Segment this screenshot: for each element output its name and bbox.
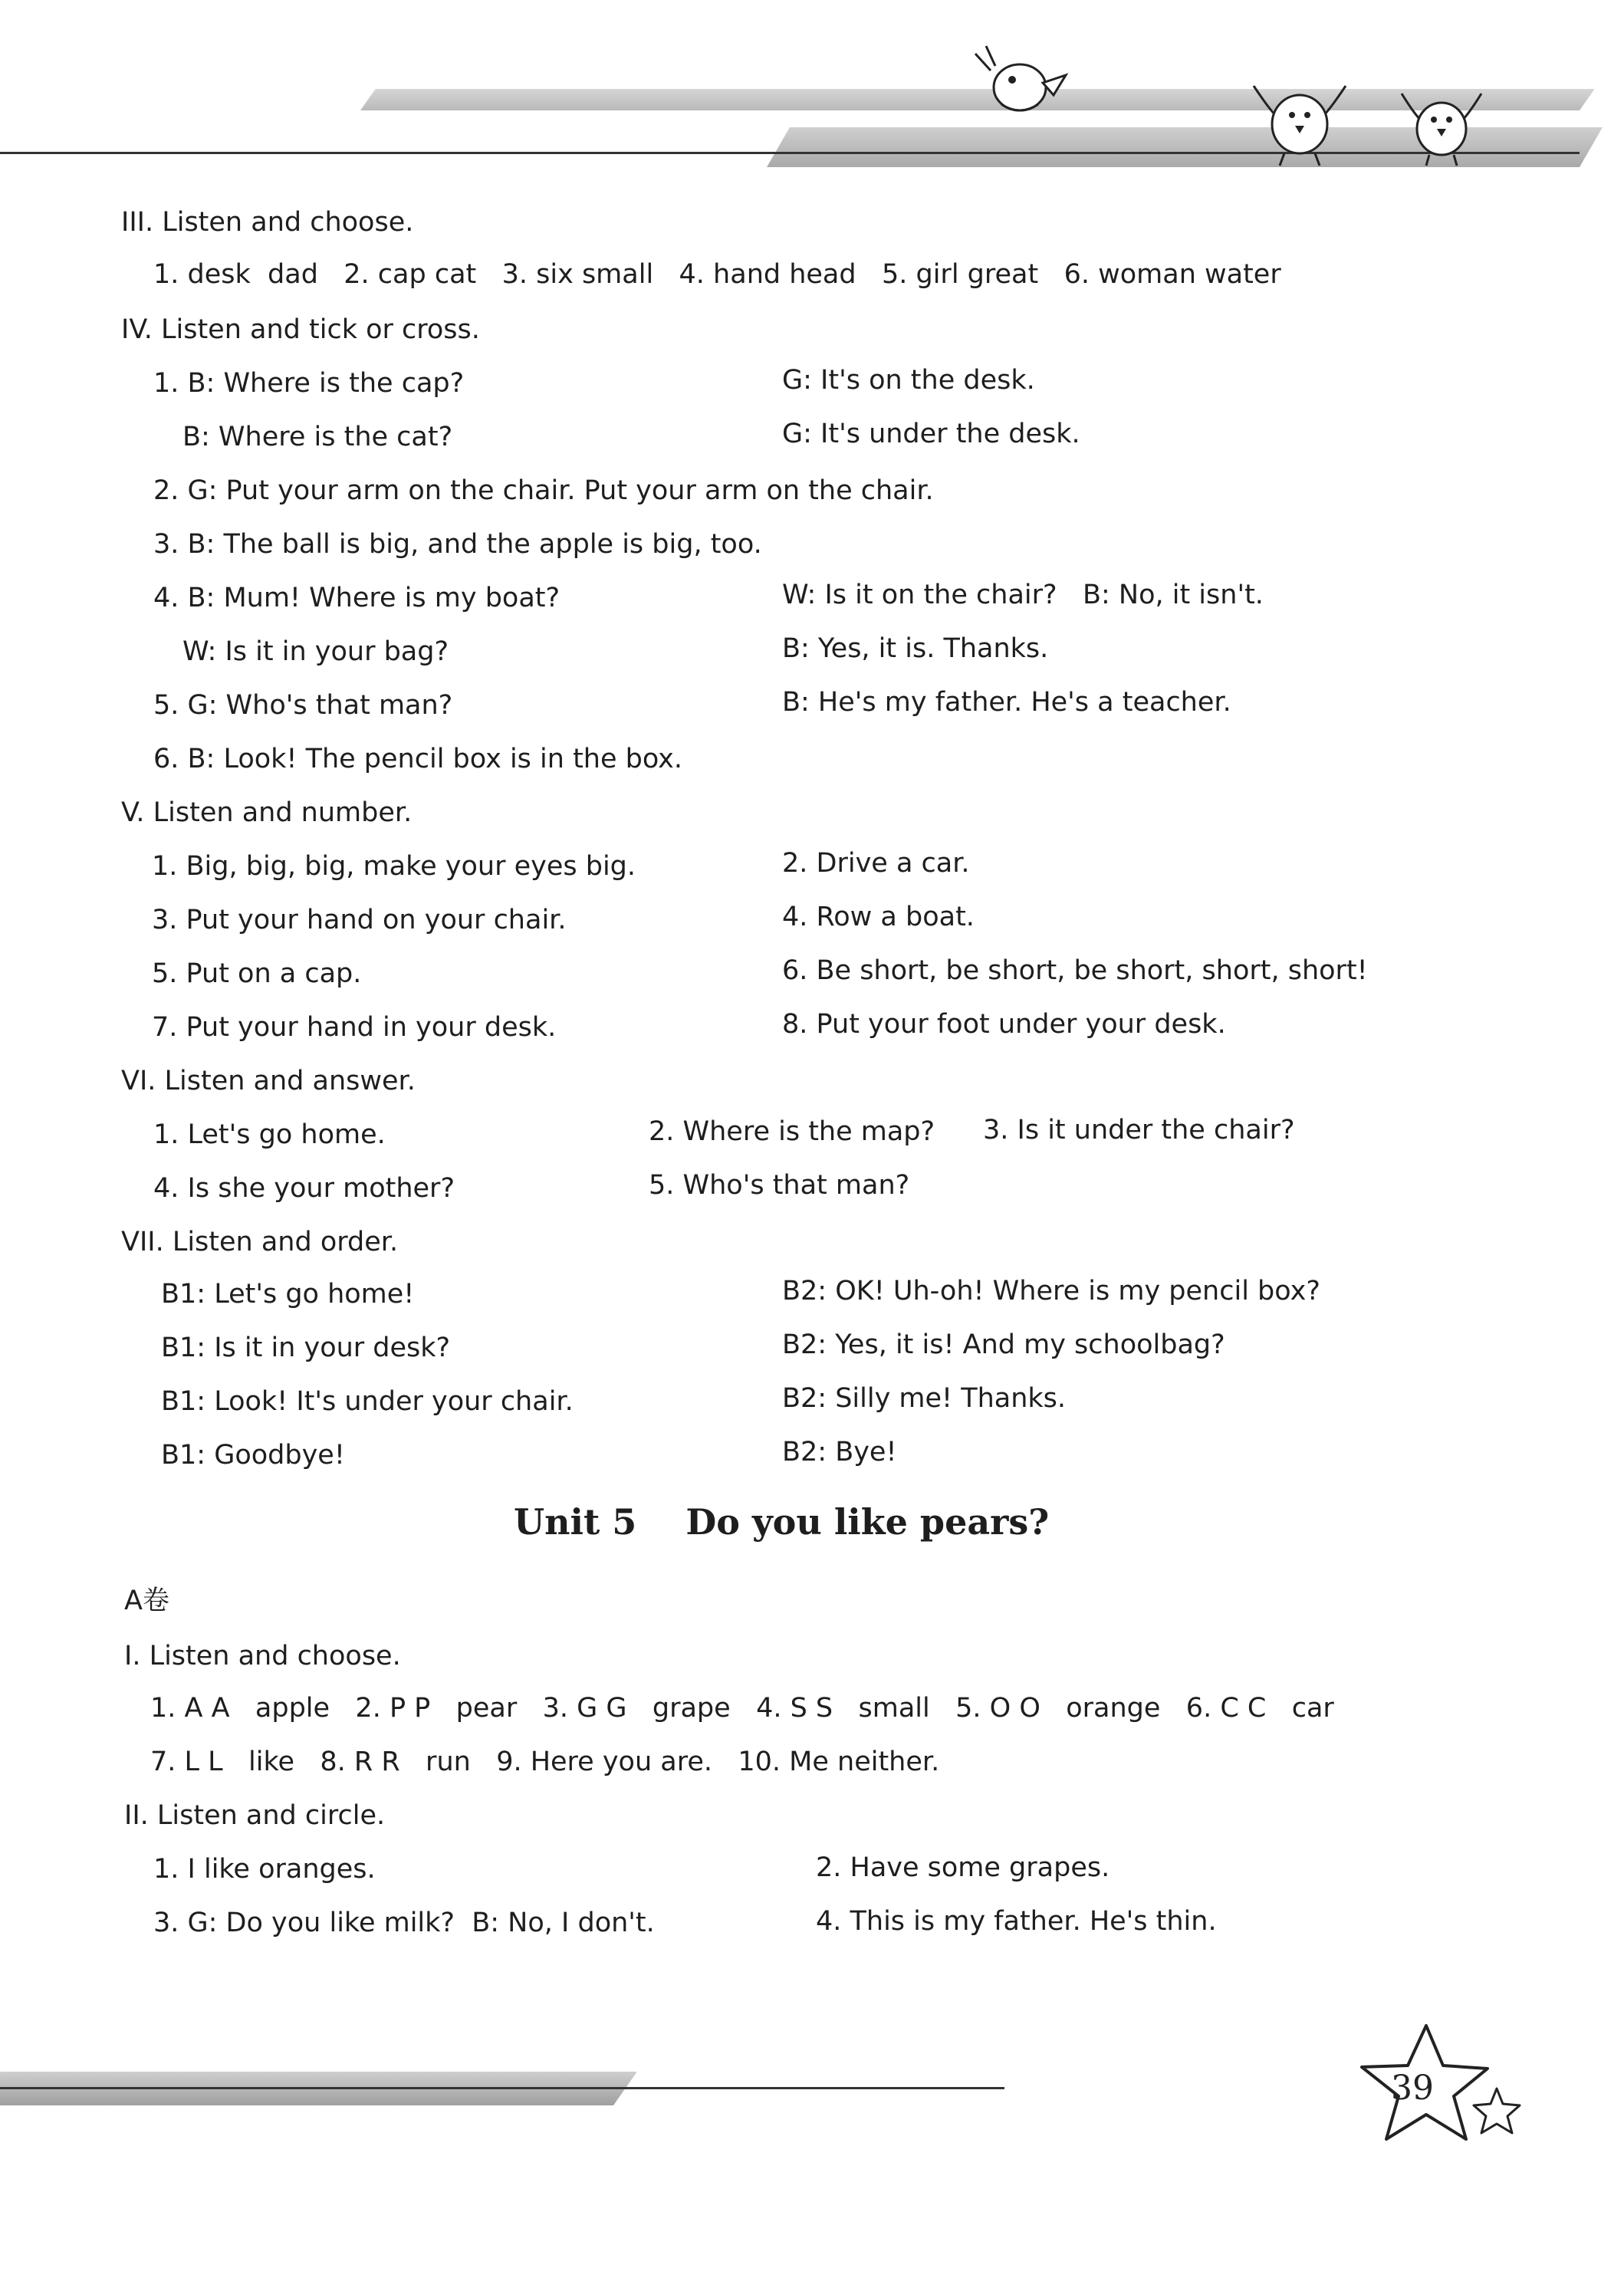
bird-icon — [1246, 71, 1353, 170]
list-item: 5. Put on a cap. — [152, 958, 362, 989]
list-item: 3. Is it under the chair? — [983, 1115, 1295, 1145]
section-heading: II. Listen and circle. — [124, 1800, 386, 1831]
list-item: 3. G: Do you like milk? B: No, I don't. — [153, 1908, 655, 1938]
section-heading: VII. Listen and order. — [121, 1227, 399, 1257]
dialogue-line: B2: Silly me! Thanks. — [782, 1383, 1067, 1414]
list-item: 2. Where is the map? — [649, 1116, 935, 1147]
dialogue-line: 2. G: Put your arm on the chair. Put your arm on the chair. — [153, 475, 934, 506]
dialogue-line: 3. B: The ball is big, and the apple is big, too. — [153, 529, 762, 560]
dialogue-line: B1: Look! It's under your chair. — [161, 1386, 574, 1417]
list-item: 4. Row a boat. — [782, 902, 975, 932]
dialogue-line: 4. B: Mum! Where is my boat? — [153, 583, 561, 613]
dialogue-line: W: Is it on the chair? B: No, it isn't. — [782, 580, 1264, 610]
dialogue-line: B2: OK! Uh-oh! Where is my pencil box? — [782, 1276, 1320, 1306]
list-item: 2. Drive a car. — [782, 848, 970, 879]
unit-title: Unit 5 Do you like pears? — [514, 1501, 1050, 1543]
answer-line: 7. L L like 8. R R run 9. Here you are. 10. Me neither. — [150, 1747, 940, 1777]
list-item: 1. Let's go home. — [153, 1119, 386, 1150]
dialogue-line: B: Where is the cat? — [182, 422, 453, 452]
answer-line: 1. desk dad 2. cap cat 3. six small 4. hand head 5. girl great 6. woman water — [153, 259, 1281, 290]
dialogue-line: B1: Goodbye! — [161, 1440, 345, 1471]
list-item: 6. Be short, be short, be short, short, short! — [782, 955, 1368, 986]
dialogue-line: B1: Is it in your desk? — [161, 1333, 451, 1363]
list-item: 8. Put your foot under your desk. — [782, 1009, 1226, 1040]
dialogue-line: W: Is it in your bag? — [182, 636, 449, 667]
paper-label: A卷 — [124, 1586, 169, 1616]
list-item: 7. Put your hand in your desk. — [152, 1012, 557, 1043]
list-item: 5. Who's that man? — [649, 1170, 910, 1201]
section-heading: I. Listen and choose. — [124, 1641, 401, 1671]
list-item: 1. I like oranges. — [153, 1854, 376, 1885]
section-heading: VI. Listen and answer. — [121, 1066, 416, 1096]
section-heading: V. Listen and number. — [121, 797, 413, 828]
footer-rule — [0, 2087, 1004, 2089]
dialogue-line: B: He's my father. He's a teacher. — [782, 687, 1231, 718]
bird-icon — [968, 40, 1075, 124]
bird-icon — [1396, 78, 1488, 170]
dialogue-line: B2: Bye! — [782, 1437, 897, 1467]
dialogue-line: G: It's under the desk. — [782, 419, 1080, 449]
dialogue-line: 1. B: Where is the cap? — [153, 368, 465, 399]
dialogue-line: 6. B: Look! The pencil box is in the box. — [153, 744, 683, 774]
answer-line: 1. A A apple 2. P P pear 3. G G grape 4. S S small 5. O O orange 6. C C car — [150, 1693, 1334, 1724]
list-item: 1. Big, big, big, make your eyes big. — [152, 851, 636, 882]
list-item: 4. This is my father. He's thin. — [816, 1906, 1217, 1937]
page-number: 39 — [1391, 2069, 1434, 2108]
dialogue-line: B1: Let's go home! — [161, 1279, 415, 1310]
dialogue-line: 5. G: Who's that man? — [153, 690, 453, 721]
list-item: 2. Have some grapes. — [816, 1852, 1110, 1883]
list-item: 3. Put your hand on your chair. — [152, 905, 567, 935]
list-item: 4. Is she your mother? — [153, 1173, 455, 1204]
dialogue-line: B2: Yes, it is! And my schoolbag? — [782, 1329, 1225, 1360]
section-heading: III. Listen and choose. — [121, 207, 414, 238]
section-heading: IV. Listen and tick or cross. — [121, 314, 480, 345]
dialogue-line: G: It's on the desk. — [782, 365, 1035, 396]
dialogue-line: B: Yes, it is. Thanks. — [782, 633, 1049, 664]
